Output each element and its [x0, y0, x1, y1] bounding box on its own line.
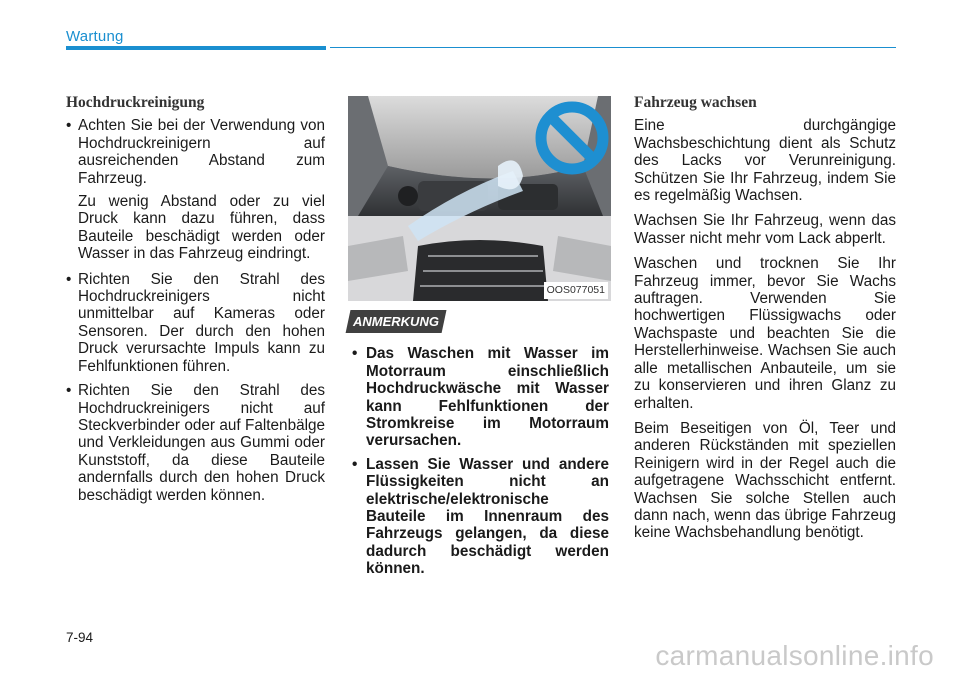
- image-code: OOS077051: [544, 282, 608, 299]
- note-item: • Das Waschen mit Wasser im Motorraum einschließlich Hochdruckwäsche mit Wasser kann Fehlfunktionen der Stromkreise im Motorraum verursachen.: [352, 345, 609, 449]
- list-item-continuation: Zu wenig Abstand oder zu viel Druck kann dazu führen, dass Bauteile beschädigt werden oder Wasser in das Fahrzeug eindringt.: [78, 193, 325, 263]
- list-item: • Achten Sie bei der Verwendung von Hochdruckreinigern auf ausreichenden Abstand zum Fahrzeug.: [66, 117, 325, 187]
- list-item: • Richten Sie den Strahl des Hochdruckreinigers nicht unmittelbar auf Kameras oder Sensoren. Der durch den hohen Druck verursachte Impuls kann zu Fehlfunktionen führen.: [66, 271, 325, 375]
- section-title: Wartung: [66, 28, 124, 45]
- engine-bay-photo: [348, 96, 611, 301]
- watermark: carmanualsonline.info: [655, 640, 934, 671]
- note-item: • Lassen Sie Wasser und andere Flüssigkeiten nicht an elektrische/elektronische Bauteile im Innenraum des Fahrzeugs gelangen, da diese dadurch beschädigt werden können.: [352, 456, 609, 578]
- list-item: • Richten Sie den Strahl des Hochdruckreinigers nicht auf Steckverbinder oder auf Faltenbälge und Verkleidungen aus Gummi oder Kunststoff, da diese Bauteile andernfalls durch den hohen Druck beschädigt werden können.: [66, 382, 325, 504]
- middle-column: [348, 96, 611, 584]
- heading-hochdruckreinigung: Hochdruckreinigung: [66, 94, 205, 111]
- pressure-washer-list: [66, 117, 325, 187]
- right-column: [634, 94, 896, 550]
- header-rule-thin: [330, 47, 896, 48]
- note-badge: [346, 310, 447, 333]
- header-rule-thick: [66, 46, 326, 50]
- note-label: ANMERKUNG: [353, 314, 439, 329]
- paragraph: Wachsen Sie Ihr Fahrzeug, wenn das Wasser nicht mehr vom Lack abperlt.: [634, 212, 896, 247]
- paragraph: Waschen und trocknen Sie Ihr Fahrzeug immer, bevor Sie Wachs auftragen. Verwenden Sie hochwertigen Flüssigwachs oder Wachspaste und beachten Sie die Herstellerhinweise. Wachsen Sie auch alle metallischen Anbauteile, um sie zu konservieren und ihren Glanz zu erhalten.: [634, 255, 896, 412]
- paragraph: Beim Beseitigen von Öl, Teer und anderen Rückständen mit speziellen Reinigern wird in der Regel auch die aufgetragene Wachsschicht entfernt. Wachsen Sie solche Stellen auch dann nach, wenn das übrige Fahrzeug keine Wachsbehandlung benötigt.: [634, 419, 896, 542]
- left-column: [66, 94, 325, 511]
- heading-fahrzeug-wachsen: Fahrzeug wachsen: [634, 94, 757, 111]
- note-list: [348, 345, 611, 577]
- page-number: 7-94: [66, 630, 94, 645]
- prohibition-icon: [534, 100, 610, 176]
- pressure-washer-list-cont: [66, 271, 325, 504]
- paragraph: Eine durchgängige Wachsbeschichtung dient als Schutz des Lacks vor Verunreinigung. Schützen Sie Ihr Fahrzeug, indem Sie es regelmäßig Wachsen.: [634, 117, 896, 205]
